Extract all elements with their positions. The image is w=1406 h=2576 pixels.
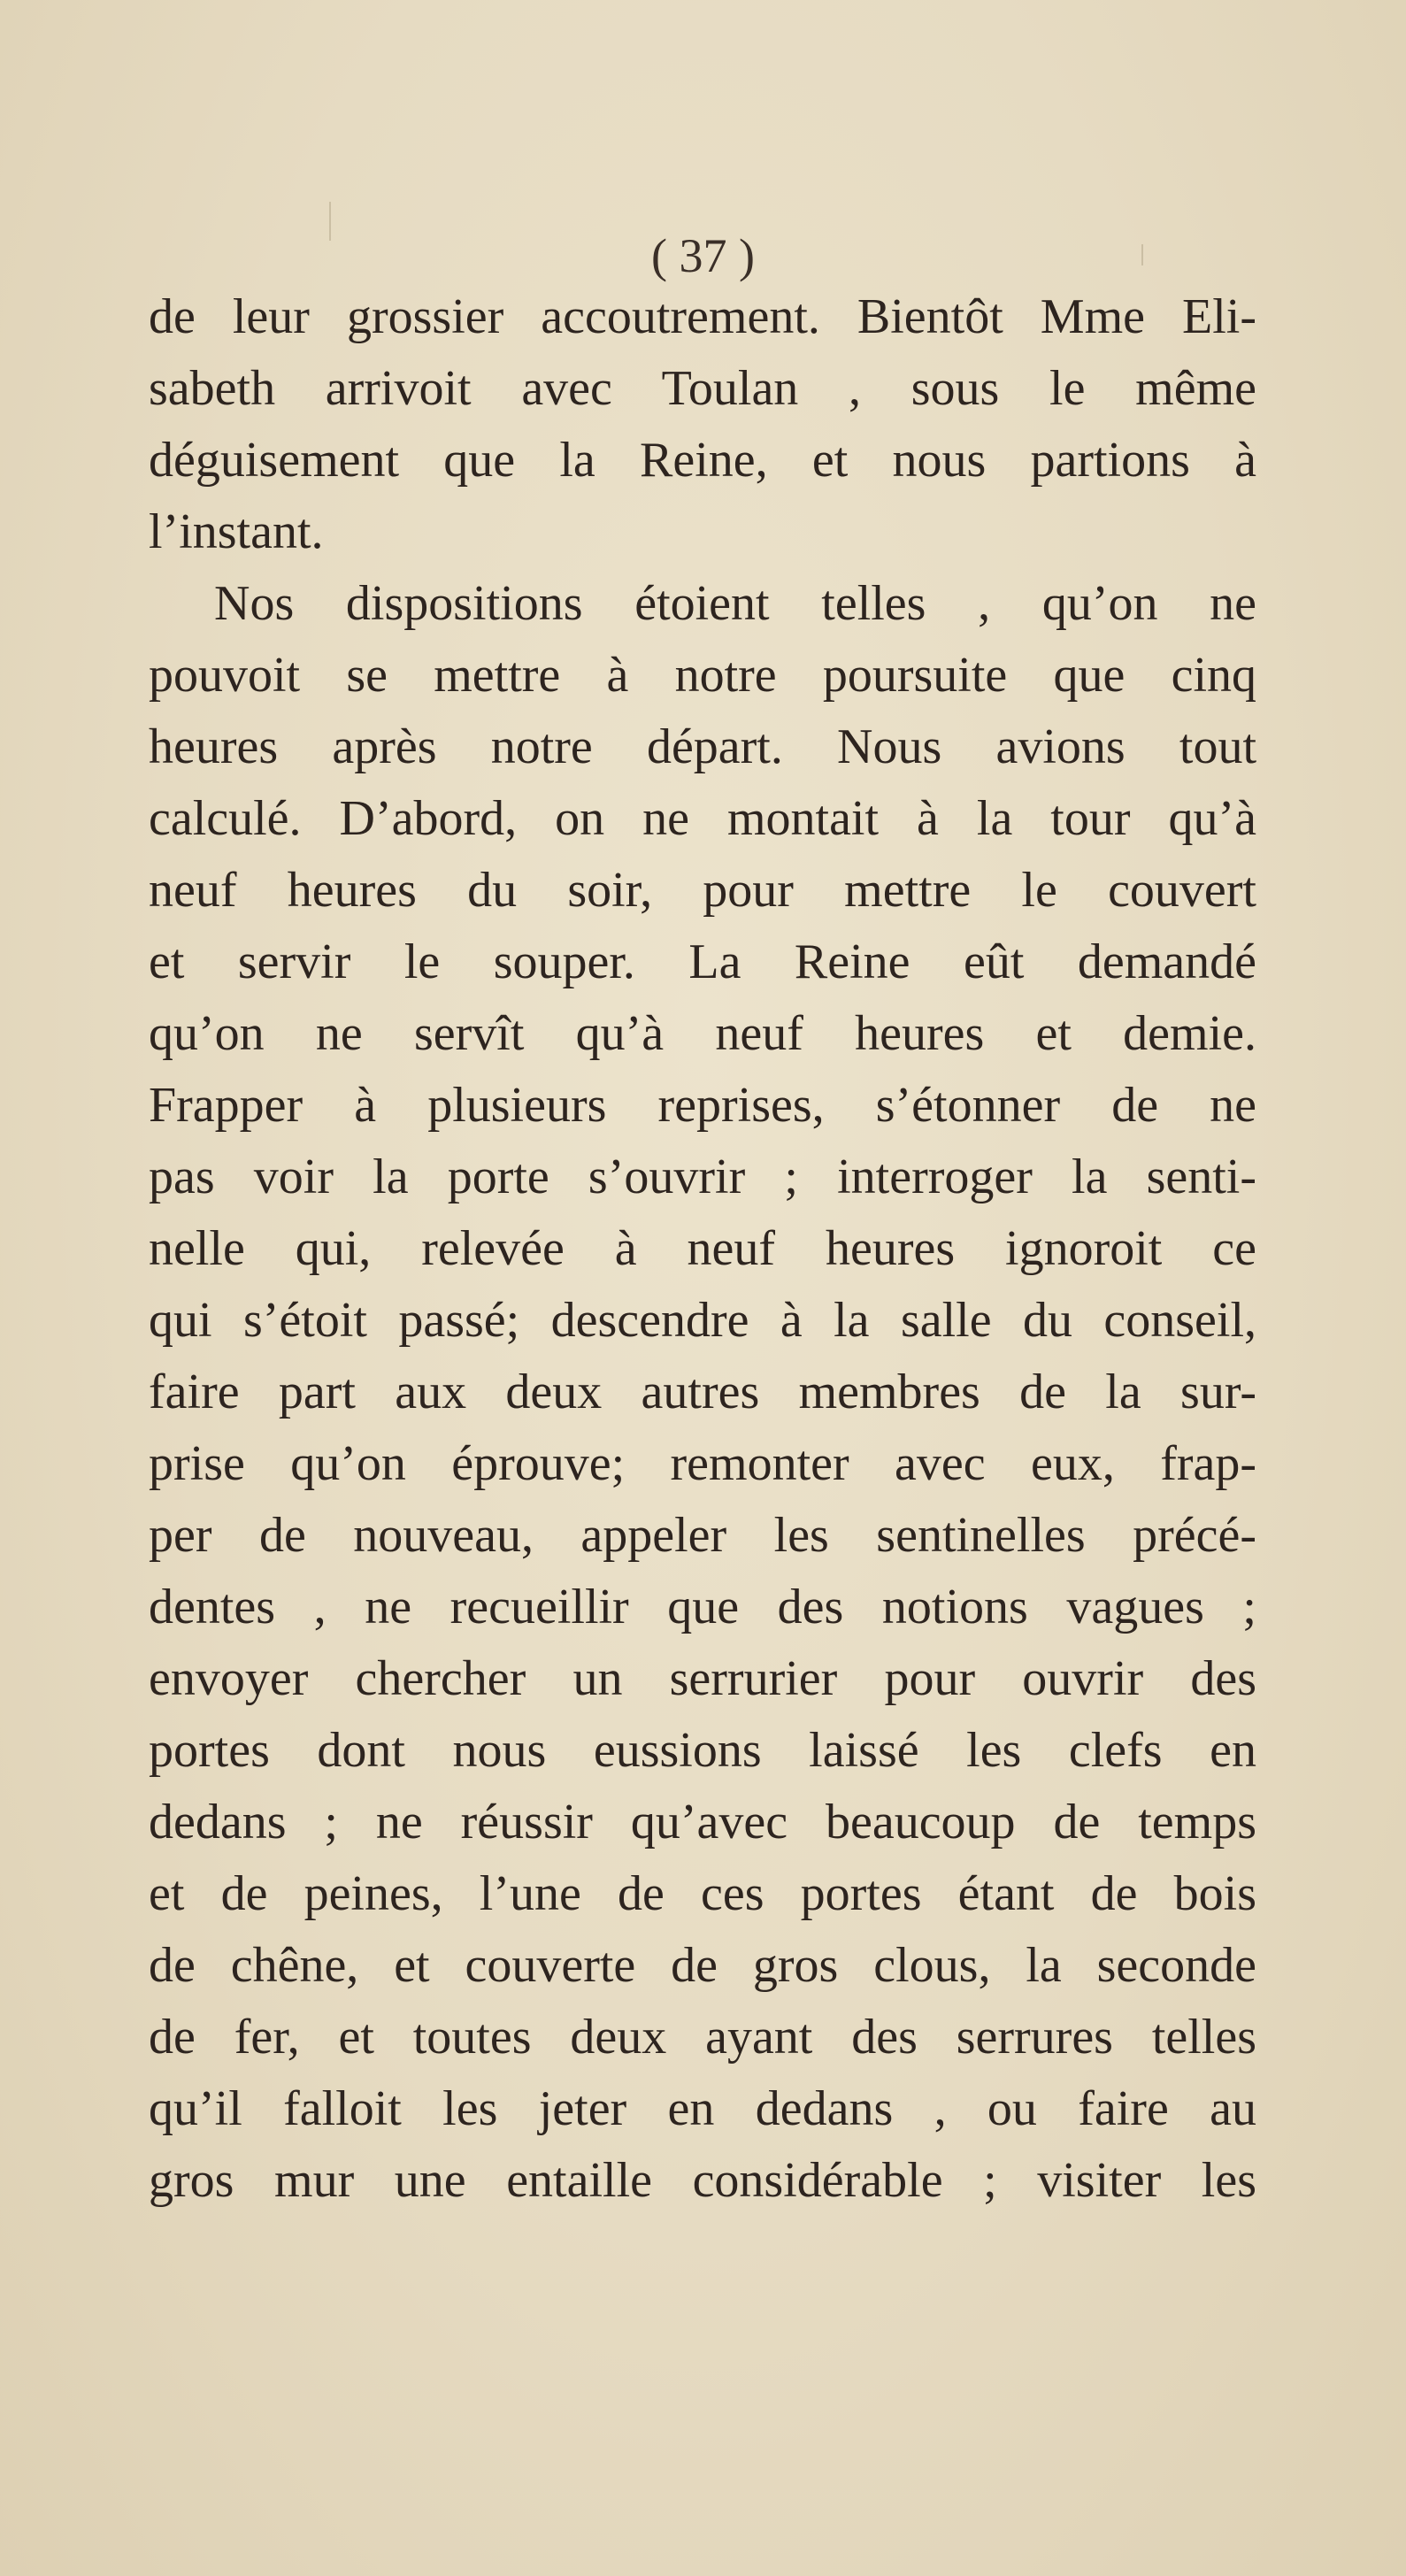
text-line: per de nouveau, appeler les sentinelles précé-: [149, 1508, 1256, 1563]
text-line: qu’on ne servît qu’à neuf heures et demie.: [149, 1006, 1256, 1061]
text-line: gros mur une entaille considérable ; visiter les: [149, 2153, 1256, 2208]
text-line: et de peines, l’une de ces portes étant de bois: [149, 1866, 1256, 1921]
text-line: heures après notre départ. Nous avions tout: [149, 719, 1256, 774]
text-line: neuf heures du soir, pour mettre le couvert: [149, 863, 1256, 918]
text-line: pas voir la porte s’ouvrir ; interroger la senti-: [149, 1150, 1256, 1204]
text-line: qu’il falloit les jeter en dedans , ou faire au: [149, 2081, 1256, 2136]
text-line: dentes , ne recueillir que des notions vagues ;: [149, 1580, 1256, 1634]
text-line: pouvoit se mettre à notre poursuite que cinq: [149, 648, 1256, 703]
text-line: de leur grossier accoutrement. Bientôt Mme Eli-: [149, 289, 1256, 344]
text-line: envoyer chercher un serrurier pour ouvrir des: [149, 1651, 1256, 1706]
text-line: qui s’étoit passé; descendre à la salle du conseil,: [149, 1293, 1256, 1348]
page-body-text: [149, 281, 1256, 2217]
text-line: l’instant.: [149, 504, 324, 559]
text-line: portes dont nous eussions laissé les clefs en: [149, 1723, 1256, 1778]
text-line: sabeth arrivoit avec Toulan , sous le même: [149, 361, 1256, 416]
text-line: de chêne, et couverte de gros clous, la seconde: [149, 1938, 1256, 1993]
text-line: déguisement que la Reine, et nous partions à: [149, 433, 1256, 488]
text-line: nelle qui, relevée à neuf heures ignoroit ce: [149, 1221, 1256, 1276]
text-line: dedans ; ne réussir qu’avec beaucoup de temps: [149, 1795, 1256, 1849]
text-line: Nos dispositions étoient telles , qu’on ne: [214, 576, 1256, 631]
text-line: prise qu’on éprouve; remonter avec eux, frap-: [149, 1436, 1256, 1491]
text-line: calculé. D’abord, on ne montait à la tour qu’à: [149, 791, 1256, 846]
text-line: Frapper à plusieurs reprises, s’étonner de ne: [149, 1078, 1256, 1133]
page-number: ( 37 ): [651, 229, 755, 282]
text-line: et servir le souper. La Reine eût demandé: [149, 934, 1256, 989]
text-line: faire part aux deux autres membres de la sur-: [149, 1365, 1256, 1419]
text-line: de fer, et toutes deux ayant des serrures telles: [149, 2010, 1256, 2065]
